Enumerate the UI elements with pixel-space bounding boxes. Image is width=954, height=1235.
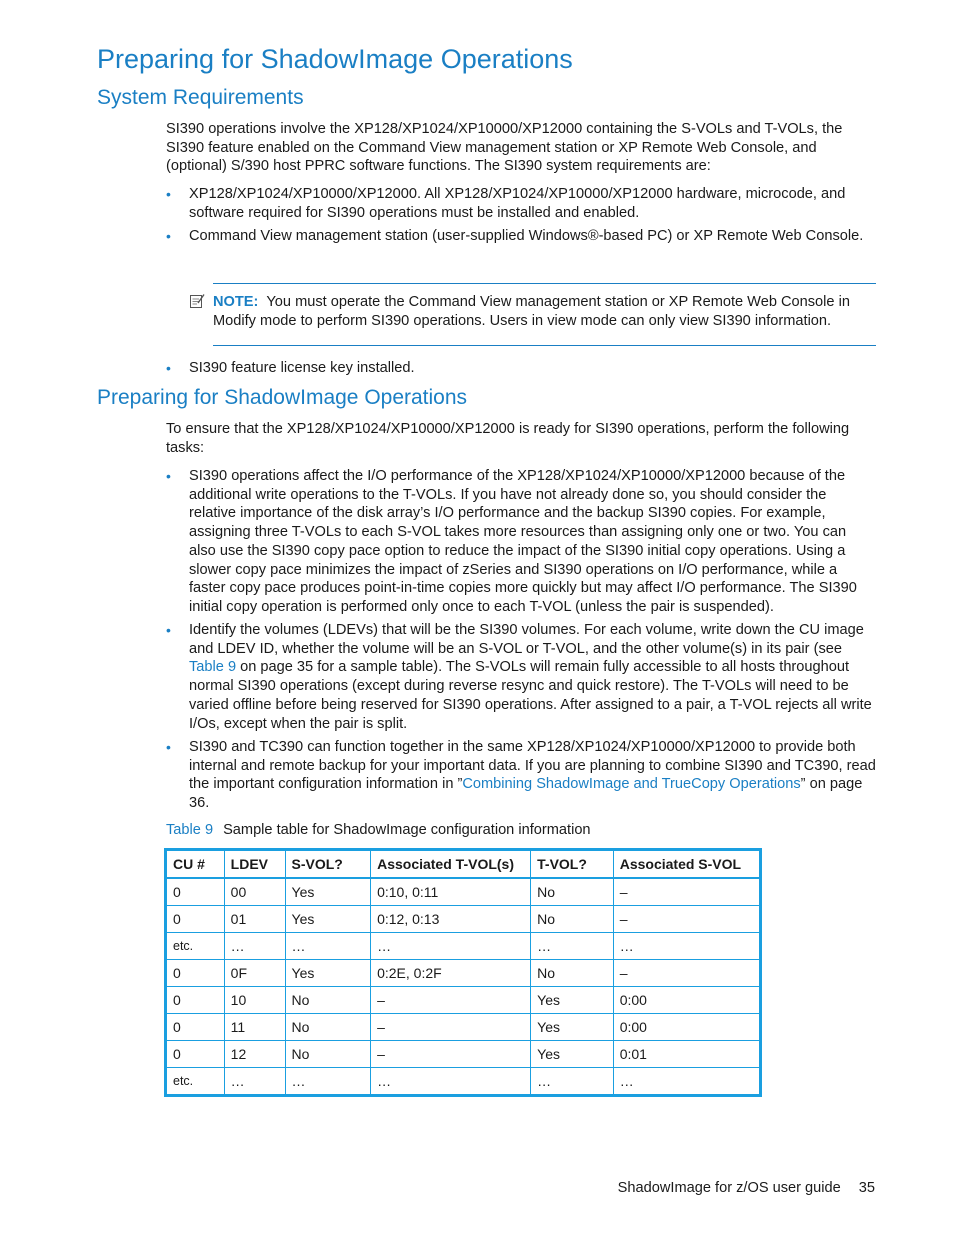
table-cell: 0 [166,987,225,1014]
table-cell: 0 [166,878,225,906]
note-label: NOTE: [213,294,259,310]
table-cell: – [371,987,531,1014]
bullet-dot-icon: • [166,468,171,484]
table-cell: … [224,933,285,960]
table-cell: 0:01 [613,1041,760,1068]
table-cell: – [613,878,760,906]
table-cell: … [531,933,614,960]
table-row [166,960,761,987]
section-heading-preparing: Preparing for ShadowImage Operations [97,386,468,409]
bullet-dot-icon: • [166,739,171,755]
list-item: • SI390 operations affect the I/O performance of the XP128/XP1024/XP10000/XP12000 because of the additional write operations to the T-VOLs. If you have not already done so, you should consider the relative importance of the disk array’s I/O performance and the backup SI390 copies. For example, assigning three T-VOLs to each S-VOL takes more resources than assigning only one or two. You can also use the SI390 copy pace option to reduce the impact of the SI390 initial copy operations. Using a slower copy pace minimizes the impact of zSeries and SI390 operations on I/O performance, while a faster copy pace produces point-in-time copies more quickly but may affect I/O performance. The SI390 initial copy operation is performed only once to each T-VOL (unless the pair is suspended). [166,468,857,615]
bullet-dot-icon: • [166,186,171,202]
column-header: Associated T-VOL(s) [371,850,531,879]
table-cell: 0:2E, 0:2F [371,960,531,987]
note-bottom-divider [213,345,876,346]
table-caption [166,821,591,839]
table-cell: … [613,1068,760,1096]
config-table [164,848,762,1097]
table-cell: 00 [224,878,285,906]
table-cell: 0 [166,906,225,933]
table-row [166,1014,761,1041]
page-title: Preparing for ShadowImage Operations [97,44,573,74]
list-item: • Identify the volumes (LDEVs) that will be the SI390 volumes. For each volume, write down the CU image and LDEV ID, whether the volume will be an S-VOL or T-VOL, and the other volume(s) in its pair (see Table 9 on page 35 for a sample table). The S-VOLs will remain fully accessible to all hosts throughout normal SI390 operations (except during reverse resync and quick restore). The T-VOLs will need to be varied offline before being reserved for SI390 operations. After assigned to a pair, a T-VOL rejects all write I/Os, except when the pair is split. [166,622,872,732]
table-cell: Yes [531,987,614,1014]
table-cell: 01 [224,906,285,933]
table-cell: … [613,933,760,960]
preparing-intro: To ensure that the XP128/XP1024/XP10000/XP12000 is ready for SI390 operations, perform the following tasks: [166,421,850,456]
section-heading-system-requirements: System Requirements [97,86,304,109]
table-cell: 0:00 [613,987,760,1014]
table-cell: 0:00 [613,1014,760,1041]
table-cell: 0:10, 0:11 [371,878,531,906]
footer-guide-title: ShadowImage for z/OS user guide [617,1180,841,1196]
table-cell: 0 [166,1014,225,1041]
column-header: Associated S-VOL [613,850,760,879]
table-header-row [166,850,761,879]
table-cell: 0 [166,960,225,987]
table-cell: etc. [166,1068,225,1096]
table-cell: Yes [531,1014,614,1041]
bullet-dot-icon: • [166,622,171,638]
table-cell: 0 [166,1041,225,1068]
bullet-dot-icon: • [166,228,171,244]
list-item: • Command View management station (user-supplied Windows®-based PC) or XP Remote Web Console. [166,228,864,244]
table-row [166,1068,761,1096]
table-cell: 12 [224,1041,285,1068]
table-row [166,987,761,1014]
table-row [166,906,761,933]
column-header: T-VOL? [531,850,614,879]
table-cell: etc. [166,933,225,960]
table-cell: Yes [285,960,371,987]
table-row [166,933,761,960]
table-cell: 11 [224,1014,285,1041]
table-9-link[interactable]: Table 9 [189,659,237,676]
page-footer [618,1180,875,1196]
list-item: • XP128/XP1024/XP10000/XP12000. All XP128/XP1024/XP10000/XP12000 hardware, microcode, and software required for SI390 operations must be installed and enabled. [166,186,846,221]
bullet-dot-icon: • [166,360,171,376]
table-cell: Yes [531,1041,614,1068]
table-row [166,878,761,906]
table-cell: … [285,933,371,960]
table-cell: No [285,987,371,1014]
table-cell: … [224,1068,285,1096]
note-pad-icon [189,293,205,309]
note-text: You must operate the Command View management station or XP Remote Web Console in Modify mode to perform SI390 operations. Users in view mode can only view SI390 information. [213,294,850,329]
table-cell: 0F [224,960,285,987]
column-header: CU # [166,850,225,879]
table-cell: … [371,933,531,960]
table-cell: – [371,1041,531,1068]
table-row [166,1041,761,1068]
column-header: S-VOL? [285,850,371,879]
table-cell: – [613,960,760,987]
table-cell: 10 [224,987,285,1014]
table-caption-text: Sample table for ShadowImage configuration information [223,822,591,838]
table-cell: 0:12, 0:13 [371,906,531,933]
table-cell: No [531,878,614,906]
table-cell: … [531,1068,614,1096]
combining-operations-link[interactable]: Combining ShadowImage and TrueCopy Operations [462,776,801,793]
table-cell: No [531,960,614,987]
table-cell: Yes [285,906,371,933]
table-cell: – [371,1014,531,1041]
table-cell: – [613,906,760,933]
table-caption-label: Table 9 [166,822,214,838]
table-cell: No [531,906,614,933]
column-header: LDEV [224,850,285,879]
system-requirements-intro: SI390 operations involve the XP128/XP1024/XP10000/XP12000 containing the S-VOLs and T-VOLs, the SI390 feature enabled on the Command View management station or XP Remote Web Console, and (optional) S/390 host PPRC software functions. The SI390 system requirements are: [166,121,843,175]
list-item: • SI390 and TC390 can function together in the same XP128/XP1024/XP10000/XP12000 to provide both internal and remote backup for your important data. If you are planning to combine SI390 and TC390, read the important configuration information in ”Combining ShadowImage and TrueCopy Operations” on page 36. [166,739,876,812]
note-block [213,293,876,330]
note-top-divider [213,283,876,284]
table-cell: Yes [285,878,371,906]
list-item: • SI390 feature license key installed. [166,360,415,376]
table-cell: No [285,1041,371,1068]
table-cell: No [285,1014,371,1041]
table-cell: … [285,1068,371,1096]
table-cell: … [371,1068,531,1096]
page-number: 35 [858,1180,875,1196]
